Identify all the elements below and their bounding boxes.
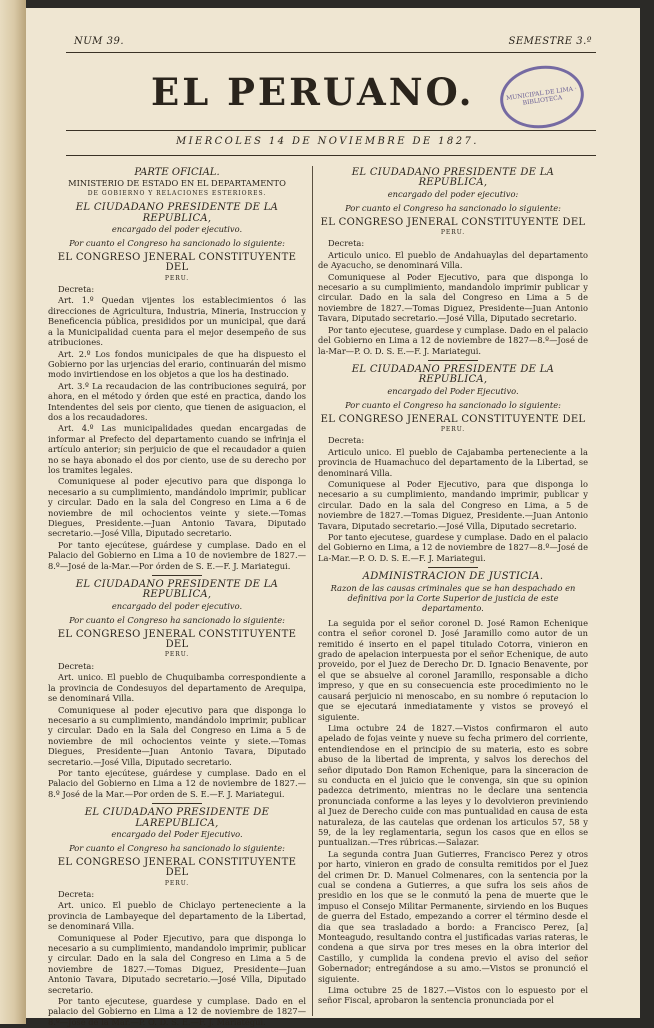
decree-subheading: encargado del poder ejecutivo:: [387, 188, 519, 199]
communication-text: Comuniquese al Poder Ejecutivo, para que disponga lo necesario a su cumplimiento, mandando imprimir, publicar y circular. Dado en la sala del Congreso en Lima, a 5 de noviembre de 1827.—Tomas Diguez, Presidente.—Juan Antonio Tavara, Diputado secretario.—José Villa, Diputado secretario.: [318, 478, 588, 531]
decree-preamble: Por cuanto el Congreso ha sancionado lo siguiente:: [69, 238, 285, 249]
decree-subheading: encargado del Poder Ejecutivo.: [111, 828, 243, 839]
congress-heading: EL CONGRESO JENERAL CONSTITUYENTE DEL: [57, 628, 297, 651]
case-text: La seguida por el señor coronel D. José Ramon Echenique contra el señor coronel D. José Jaramillo como autor de un remitido é inserto en el papel titulado Cotorra, vinieron en grado de apelacion interpuesta por el señor Echenique, de auto proveido, por el Juez de Derecho Dr. D. Ignacio Benavente, por el que se absuelve al coronel Jaramillo, responsable a dicho impreso, y que en su consecuencia este procedimiento no le causará perjuicio ni menoscabo, en su nombre ó reputacion lo que se ejecutará inmediatamente y vistos se proveyó el siguiente.: [318, 617, 588, 722]
separator: [428, 360, 478, 361]
congress-peru: PERU.: [440, 229, 466, 237]
signature-text: Por tanto ejecútese, guárdese y cumplase. Dado en el Palacio del Gobierno en Lima a 10 de noviembre de 1827.—8.º—José de la-Mar.—Por órden de S. E.—F. J. Mariategui.: [48, 539, 306, 571]
decree-preamble: Por cuanto el Congreso ha sancionado lo siguiente:: [69, 843, 285, 854]
article-text: Articulo unico. El pueblo de Cajabamba perteneciente a la provincia de Huamachuco del departamento de la Libertad, se denominará Villa.: [318, 446, 588, 478]
date-rule-top: [66, 130, 596, 131]
ministry-title: MINISTERIO DE ESTADO EN EL DEPARTAMENTO: [68, 178, 286, 189]
separator: [428, 567, 478, 568]
article-text: Articulo unico. El pueblo de Andahuaylas del departamento de Ayacucho, se denominará Villa.: [318, 249, 588, 271]
semester-label: SEMESTRE 3.º: [508, 36, 592, 47]
communication-text: Comuniquese al Poder Ejecutivo, para que disponga lo necesario a su cumplimiento, mandandolo imprimir publicar y circular. Dado en la sala del Congreso en Lima a 5 de noviembre de 1827.—Tomas Diguez, Presidente—Juan Antonio Tavara, Diputado secretario.—José Villa, Diputado secretario.: [318, 271, 588, 324]
date-rule-bottom: [66, 155, 596, 156]
communication-text: Comuniquese al poder ejecutivo para que disponga lo necesario a su cumplimiento, mandándolo imprimir, publicar y circular. Dado en la Sala del Congreso en Lima a 5 de noviembre de mil ochocientos veinte y siete.—Tomas Diegues, Presidente—Juan Antonio Tavara, Diputado secretario.—José Villa, Diputado secretario.: [48, 704, 306, 767]
scan-edge: [640, 0, 654, 1024]
communication-text: Comuniquese al Poder Ejecutivo, para que disponga lo necesario a su cumplimiento, mandandolo imprimir, publicar y circular. Dado en la sala del Congreso en Lima a 5 de noviembre de 1827.—Tomas Diguez, Presidente—Juan Antonio Tavara, Diputado secretario.—José Villa, Diputado secretario.: [48, 932, 306, 995]
decree-preamble: Por cuanto el Congreso ha sancionado lo siguiente:: [69, 615, 285, 626]
case-text: Lima octubre 25 de 1827.—Vistos con lo espuesto por el señor Fiscal, aprobaron la sentencia pronunciada por el: [318, 985, 588, 1006]
decree-heading: EL CIUDADANO PRESIDENTE DE LA REPUBLICA,: [351, 363, 555, 386]
book-spine: [0, 0, 26, 1024]
decreta-label: Decreta:: [58, 889, 95, 899]
congress-peru: PERU.: [440, 425, 466, 433]
article-text: Art. 2.º Los fondos municipales de que ha dispuesto el Gobierno por las urjencias del erario, continuarán del mismo modo invirtiendose en los objetos a que los ha destinado.: [48, 348, 306, 380]
signature-text: Por tanto ejecutese, guardese y cumplase. Dado en el palacio del Gobierno en Lima a 12 de noviembre de 1827—8.º—José de la-Mar—P. O. D. S. E.—F. J. Mariategui.: [318, 324, 588, 356]
column-divider: [312, 166, 313, 1016]
column-right: [318, 168, 588, 1007]
decree-preamble: Por cuanto el Congreso ha sancionado lo siguiente:: [345, 203, 561, 214]
decree-subheading: encargado del poder ejecutivo.: [111, 224, 243, 235]
signature-text: Por tanto ejecútese, guárdese y cumplase. Dado en el Palacio del Gobierno en Lima a 12 de noviembre de 1827.—8.º José de la Mar.—Por orden de S. E.—F. J. Mariategui.: [48, 767, 306, 799]
decree-subheading: encargado del Poder Ejecutivo.: [387, 385, 519, 396]
communication-text: Comuniquese al poder ejecutivo para que disponga lo necesario a su cumplimiento, mandándolo imprimir, publicar y circular. Dado en la sala del Congreso en Lima a 6 de noviembre de mil ochocientos veinte y siete.—Tomas Diegues, Presidente.—Juan Antonio Tavara, Diputado secretario.—José Villa, Diputado secretario.: [48, 476, 306, 539]
decreta-label: Decreta:: [328, 435, 365, 446]
congress-heading: EL CONGRESO JENERAL CONSTITUYENTE DEL: [57, 856, 297, 879]
signature-text: Por tanto ejecutese, guardese y cumplase. Dado en el palacio del Gobierno en Lima, a 12 de noviembre de 1827—8.º—José de La-Mar.—P. O. D. S. E.—F. J. Mariategui.: [318, 532, 588, 563]
decree-heading: EL CIUDADANO PRESIDENTE DE LA REPUBLICA,: [75, 579, 279, 601]
decree-preamble: Por cuanto el Congreso ha sancionado lo siguiente:: [345, 400, 561, 411]
justice-subheading: Razon de las causas criminales que se han despachado en definitiva por la Corte Superior de justicia de este departamento.: [330, 582, 576, 614]
library-stamp: [496, 60, 588, 133]
column-left: [48, 168, 306, 1028]
section-title: PARTE OFICIAL.: [134, 167, 220, 178]
decree-heading: EL CIUDADANO PRESIDENTE DE LAREPUBLICA,: [84, 807, 270, 829]
case-text: La segunda contra Juan Gutierres, Francisco Perez y otros por harto, vinieron en grado de consulta remitidos por el Juez del crimen Dr. D. Manuel Colmenares, con la sentencia por la cual se condena a Gutierres, a que sufra los seis años de presidio en los que se le conmutó la pena de muerte que le impuso el Consejo Militar Permanente, sirviendo en los Buques de guerra del Estado, empezando a correr el término desde el dia que sea trasladado a bordo: a Francisco Perez, [a] Monteagudo, resultando contra el justificadas varias rateras, le condena a que sirva por tres meses en la obra interior del Castillo, y cumplida la condena previo el aviso del señor Gobernador; entregándose a su amo.—Vistos se pronunció el siguiente.: [318, 848, 588, 984]
congress-peru: PERU.: [164, 274, 190, 282]
article-text: Art. 4.º Las municipalidades quedan encargadas de informar al Prefecto del departamento cuando se infrinja el artículo anterior; sin perjuicio de que el recaudador a quien no se haya abonado el dos por ciento, use de su derecho por los tramites legales.: [48, 423, 306, 475]
issue-date: MIERCOLES 14 DE NOVIEMBRE DE 1827.: [176, 136, 479, 147]
decree-heading: EL CIUDADANO PRESIDENTE DE LA REPUBLICA,: [351, 167, 555, 189]
congress-peru: PERU.: [164, 879, 190, 887]
congress-heading: EL CONGRESO JENERAL CONSTITUYENTE DEL: [57, 251, 297, 274]
case-text: Lima octubre 24 de 1827.—Vistos confirmaron el auto apelado de fojas veinte y nueve su fecha primero del corriente, entendiendose en el principio de su materia, esto es sobre abuso de la libertad de imprenta, y salvos los derechos del señor diputado Don Ramon Echenique, para la sinceracion de su conducta en el juicio que le convenga, sin que su opinion padezca detrimento, mientras no le declare una sentencia pronunciada conforme a las leyes y lo devolvieron previniendo al Juez de Derecho cuide con mas puntualidad en causa de esta naturaleza, de las cautelas que ordenan los articulos 57, 58 y 59, de la ley reglamentaria, segun los casos que en ellos se puntualizan.—Tres rúbricas.—Salazar.: [318, 722, 588, 848]
ministry-subtitle: DE GOBIERNO Y RELACIONES ESTERIORES.: [87, 189, 267, 197]
congress-heading: EL CONGRESO JENERAL CONSTITUYENTE DEL: [320, 413, 586, 425]
signature-text: Por tanto ejecutese, guardese y cumplase. Dado en el palacio del Gobierno en Lima a 12 de noviembre de 1827—8.º—José de la Mar.—P. O. D. S. E.—F. J. Mariategui.: [48, 996, 306, 1027]
separator: [152, 575, 202, 576]
separator: [152, 803, 202, 804]
header-rule: [66, 52, 596, 53]
article-text: Art. unico. El pueblo de Chiclayo perteneciente a la provincia de Lambayeque del departamento de la Libertad, se denominará Villa.: [48, 900, 306, 932]
decreta-label: Decreta:: [58, 284, 95, 295]
congress-heading: EL CONGRESO JENERAL CONSTITUYENTE DEL: [320, 216, 586, 228]
justice-heading: ADMINISTRACION DE JUSTICIA.: [362, 571, 544, 583]
article-text: Art. 1.º Quedan vijentes los establecimientos ó las direcciones de Agricultura, Industria, Mineria, Instruccion y Beneficencia pública, presididos por un municipal, que dará a la Municipalidad cuenta para el mejor desempeño de sus atribuciones.: [48, 295, 306, 348]
congress-peru: PERU.: [164, 651, 190, 659]
stamp-text: MUNICIPAL DE LIMA · BIBLIOTECA: [505, 85, 578, 107]
article-text: Art. 3.º La recaudacion de las contribuciones seguirá, por ahora, en el método y órden que esté en practica, dando los Intendentes del seis por ciento, que tienen de asiguacion, el dos a los recaudadores.: [48, 380, 306, 422]
newspaper-page: [26, 8, 640, 1027]
article-text: Art. unico. El pueblo de Chuquibamba correspondiente a la provincia de Condesuyos del departamento de Arequipa, se denominará Villa.: [48, 672, 306, 704]
decreta-label: Decreta:: [58, 660, 95, 671]
decree-subheading: encargado del poder ejecutivo.: [111, 600, 243, 611]
decree-heading: EL CIUDADANO PRESIDENTE DE LA REPUBLICA,: [75, 202, 279, 224]
decreta-label: Decreta:: [328, 238, 365, 249]
issue-number: NUM 39.: [74, 36, 124, 47]
masthead-title: EL PERUANO.: [151, 70, 475, 114]
